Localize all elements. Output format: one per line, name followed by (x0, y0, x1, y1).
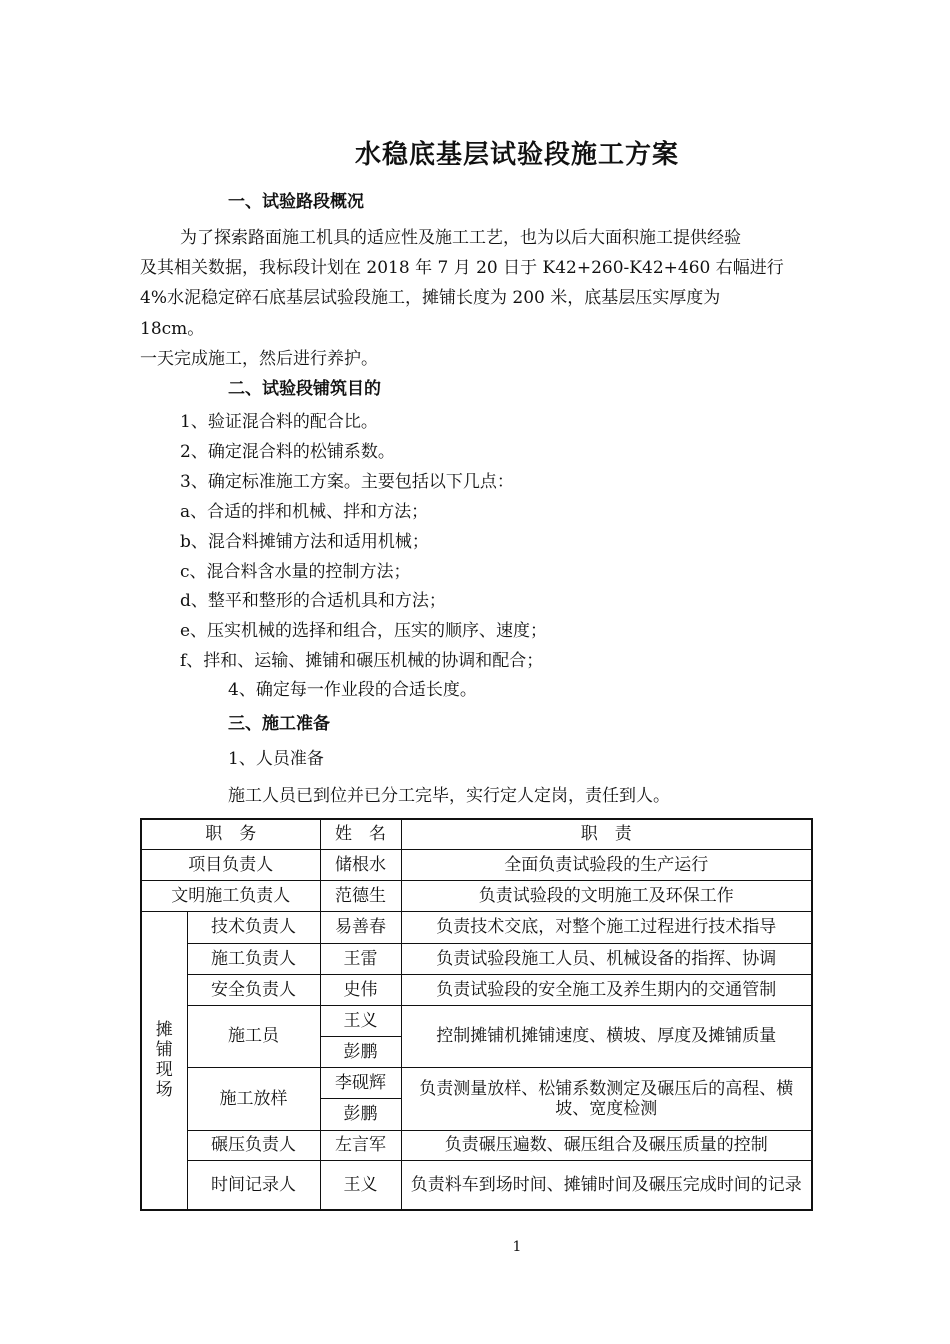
cell-duty: 负责碾压遍数、碾压组合及碾压质量的控制 (401, 1130, 812, 1160)
cell-name: 王雷 (320, 943, 401, 974)
table-header-row (141, 819, 812, 849)
section3-subheading: 1、人员准备 (228, 749, 324, 769)
section1-line: 为了探索路面施工机具的适应性及施工工艺，也为以后大面积施工提供经验 (180, 228, 741, 248)
cell-role: 文明施工负责人 (141, 880, 320, 911)
section2-item: a、合适的拌和机械、拌和方法； (180, 502, 429, 522)
header-name: 姓 名 (320, 819, 401, 849)
section3-paragraph: 施工人员已到位并已分工完毕，实行定人定岗，责任到人。 (228, 786, 670, 806)
cell-duty: 负责试验段的文明施工及环保工作 (401, 880, 812, 911)
cell-duty: 负责试验段施工人员、机械设备的指挥、协调 (401, 943, 812, 974)
section2-item: d、整平和整形的合适机具和方法； (180, 591, 446, 611)
section1-line: 18cm。 (140, 319, 205, 339)
cell-duty: 全面负责试验段的生产运行 (401, 849, 812, 880)
section1-line: 4%水泥稳定碎石底基层试验段施工，摊铺长度为 200 米，底基层压实厚度为 (140, 288, 721, 308)
table-row (141, 943, 812, 974)
table-row (141, 849, 812, 880)
section2-item: f、拌和、运输、摊铺和碾压机械的协调和配合； (180, 651, 544, 671)
cell-role: 时间记录人 (187, 1160, 320, 1210)
table-row (141, 1067, 812, 1098)
cell-duty: 负责测量放样、松铺系数测定及碾压后的高程、横坡、宽度检测 (401, 1067, 812, 1130)
table-row (141, 880, 812, 911)
table-row (141, 911, 812, 943)
header-duty: 职 责 (401, 819, 812, 849)
cell-role: 碾压负责人 (187, 1130, 320, 1160)
cell-role: 项目负责人 (141, 849, 320, 880)
section1-line: 及其相关数据，我标段计划在 2018 年 7 月 20 日于 K42+260-K42+460 右幅进行 (140, 258, 784, 278)
cell-role: 施工负责人 (187, 943, 320, 974)
document-title: 水稳底基层试验段施工方案 (354, 140, 679, 170)
cell-duty: 控制摊铺机摊铺速度、横坡、厚度及摊铺质量 (401, 1005, 812, 1067)
cell-duty: 负责试验段的安全施工及养生期内的交通管制 (401, 974, 812, 1005)
cell-role: 施工放样 (187, 1067, 320, 1130)
staff-table (140, 818, 813, 1211)
section2-heading: 二、试验段铺筑目的 (228, 379, 381, 399)
cell-duty: 负责技术交底，对整个施工过程进行技术指导 (401, 911, 812, 943)
table-row (141, 1130, 812, 1160)
cell-role: 技术负责人 (187, 911, 320, 943)
section2-item: b、混合料摊铺方法和适用机械； (180, 532, 429, 552)
cell-name: 李砚辉 (320, 1067, 401, 1098)
cell-duty: 负责料车到场时间、摊铺时间及碾压完成时间的记录 (401, 1160, 812, 1210)
cell-name: 储根水 (320, 849, 401, 880)
section2-item: e、压实机械的选择和组合，压实的顺序、速度； (180, 621, 548, 641)
section1-line: 一天完成施工，然后进行养护。 (140, 349, 378, 369)
section3-heading: 三、施工准备 (228, 714, 330, 734)
section2-item: 1、验证混合料的配合比。 (180, 412, 378, 432)
cell-name: 易善春 (320, 911, 401, 943)
cell-name: 王义 (320, 1005, 401, 1036)
section2-item: c、混合料含水量的控制方法； (180, 562, 411, 582)
page-number: 1 (512, 1239, 522, 1255)
cell-name: 彭鹏 (320, 1098, 401, 1130)
section1-heading: 一、试验路段概况 (228, 192, 364, 212)
cell-name: 范德生 (320, 880, 401, 911)
site-group-text: 摊铺现场 (155, 1020, 173, 1101)
cell-role: 安全负责人 (187, 974, 320, 1005)
table-row (141, 1005, 812, 1036)
cell-name: 史伟 (320, 974, 401, 1005)
cell-role: 施工员 (187, 1005, 320, 1067)
section2-item: 2、确定混合料的松铺系数。 (180, 442, 395, 462)
site-group-label (141, 911, 187, 1210)
table-row (141, 1160, 812, 1210)
cell-name: 彭鹏 (320, 1036, 401, 1067)
section2-item: 3、确定标准施工方案。主要包括以下几点： (180, 472, 514, 492)
header-position: 职 务 (141, 819, 320, 849)
cell-name: 王义 (320, 1160, 401, 1210)
cell-name: 左言军 (320, 1130, 401, 1160)
table-row (141, 974, 812, 1005)
section2-item: 4、确定每一作业段的合适长度。 (228, 680, 477, 700)
